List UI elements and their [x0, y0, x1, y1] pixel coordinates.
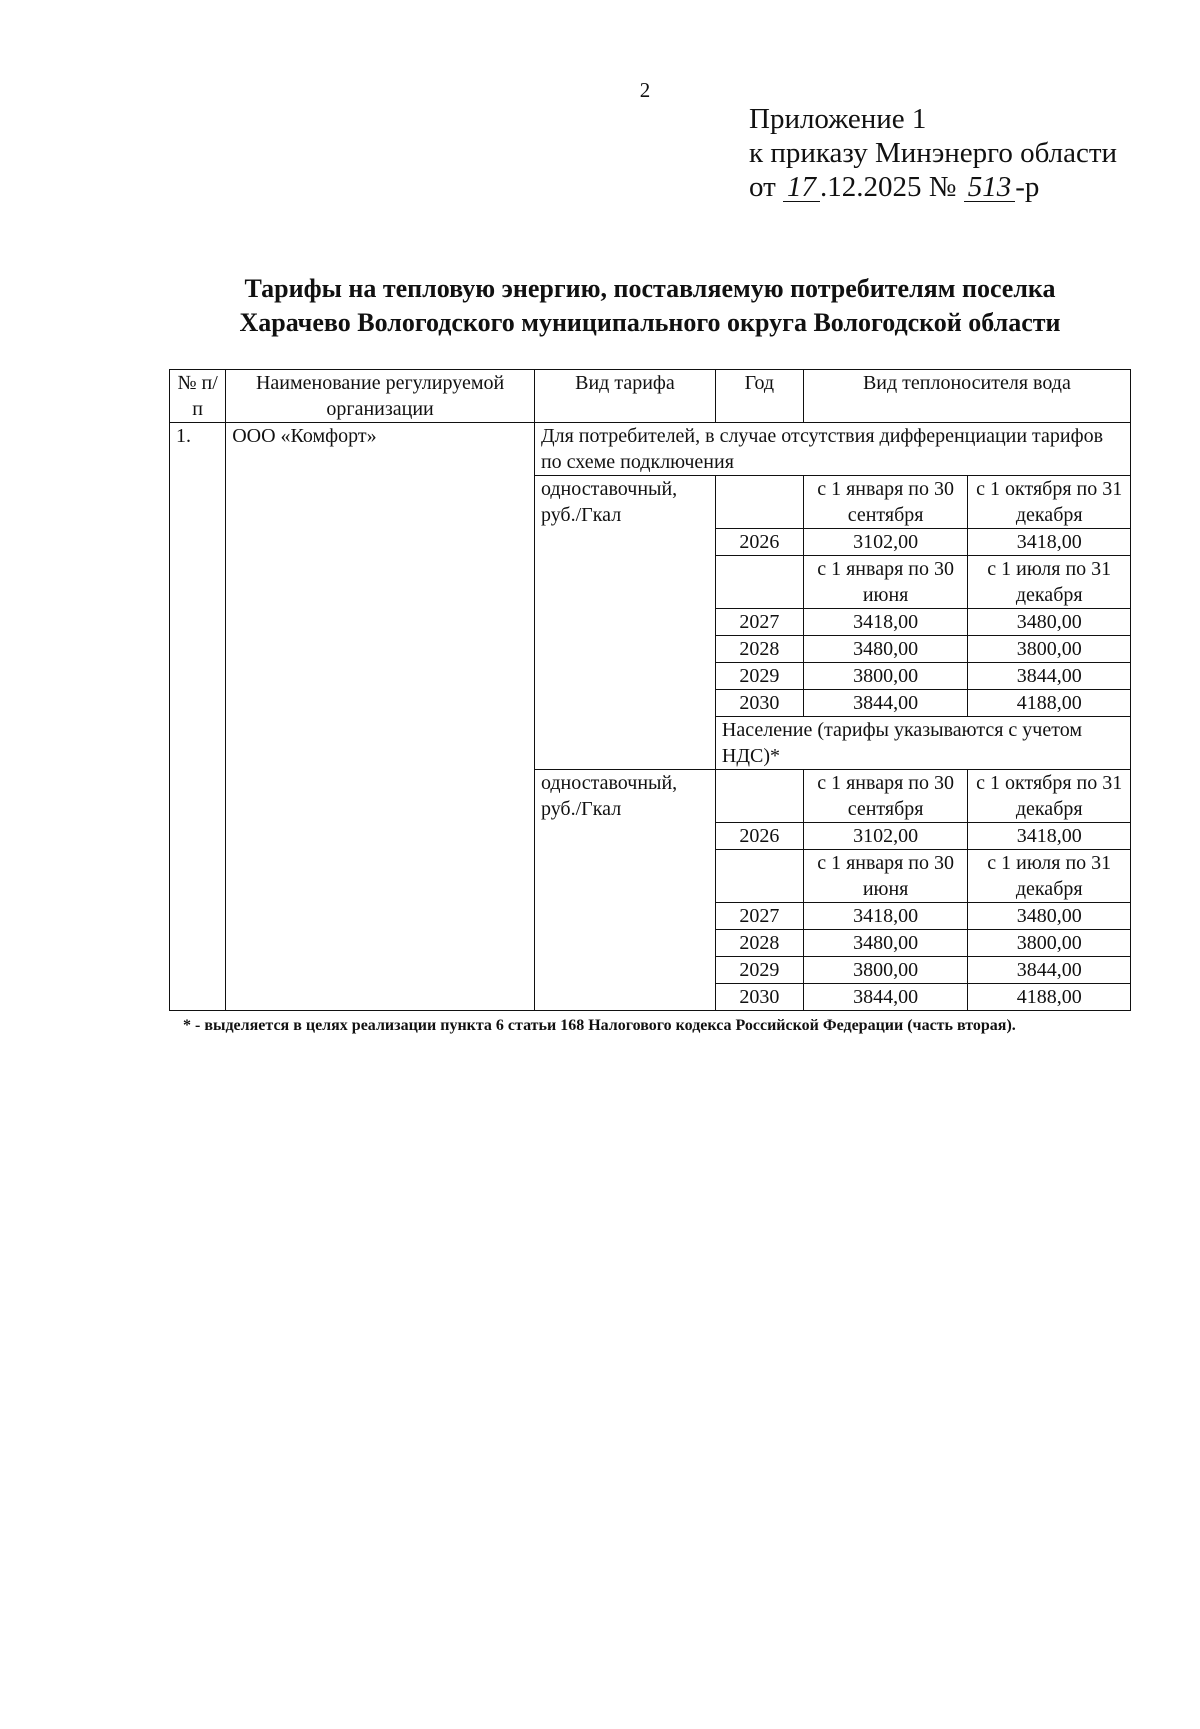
appendix-order-ref: к приказу Минэнерго области [749, 137, 1118, 169]
value-cell: 3480,00 [803, 930, 968, 957]
value-cell: 3800,00 [968, 930, 1131, 957]
value-cell: 3800,00 [803, 957, 968, 984]
header-org: Наименование регулируемой организации [226, 370, 535, 423]
tariff-type: одноставочный, руб./Гкал [534, 770, 715, 1011]
section-title: Население (тарифы указываются с учетом НДС)* [715, 717, 1130, 770]
value-cell: 3418,00 [968, 823, 1131, 850]
value-cell: 3480,00 [968, 609, 1131, 636]
header-num: № п/п [170, 370, 226, 423]
value-cell: 3800,00 [803, 663, 968, 690]
period-1: с 1 января по 30 сентября [803, 770, 968, 823]
value-cell: 3480,00 [968, 903, 1131, 930]
header-carrier: Вид теплоносителя вода [803, 370, 1130, 423]
year-cell: 2030 [715, 984, 803, 1011]
year-cell: 2030 [715, 690, 803, 717]
table-header-row [170, 370, 1131, 423]
row-number: 1. [170, 423, 226, 1011]
value-cell: 3418,00 [968, 529, 1131, 556]
value-cell: 4188,00 [968, 984, 1131, 1011]
value-cell: 3480,00 [803, 636, 968, 663]
value-cell: 3418,00 [803, 903, 968, 930]
year-cell: 2027 [715, 609, 803, 636]
title-line-1: Тарифы на тепловую энергию, поставляемую потребителям поселка [244, 274, 1056, 303]
section-title-row [170, 423, 1131, 476]
period-1: с 1 января по 30 июня [803, 556, 968, 609]
year-cell: 2026 [715, 823, 803, 850]
value-cell: 3800,00 [968, 636, 1131, 663]
date-rest: .12.2025 № [820, 171, 957, 203]
date-day-handwritten: 17 [783, 173, 820, 202]
tariff-type: одноставочный, руб./Гкал [534, 476, 715, 770]
value-cell: 4188,00 [968, 690, 1131, 717]
value-cell: 3102,00 [803, 529, 968, 556]
section-title: Для потребителей, в случае отсутствия дифференциации тарифов по схеме подключения [534, 423, 1130, 476]
appendix-title: Приложение 1 [749, 103, 927, 135]
order-suffix: -р [1015, 171, 1040, 203]
order-number-handwritten: 513 [964, 173, 1016, 202]
footnote: * - выделяется в целях реализации пункта 6 статьи 168 Налогового кодекса Российской Федерации (часть вторая). [183, 1017, 1016, 1034]
year-cell: 2028 [715, 930, 803, 957]
tariffs-table [169, 369, 1131, 1011]
header-year: Год [715, 370, 803, 423]
year-cell: 2029 [715, 663, 803, 690]
year-cell: 2026 [715, 529, 803, 556]
period-2: с 1 июля по 31 декабря [968, 850, 1131, 903]
period-2: с 1 июля по 31 декабря [968, 556, 1131, 609]
document-title [150, 272, 1150, 340]
year-cell: 2027 [715, 903, 803, 930]
org-name: ООО «Комфорт» [226, 423, 535, 1011]
value-cell: 3102,00 [803, 823, 968, 850]
value-cell: 3844,00 [968, 957, 1131, 984]
value-cell: 3418,00 [803, 609, 968, 636]
value-cell: 3844,00 [968, 663, 1131, 690]
appendix-header [749, 102, 1117, 204]
page-number: 2 [639, 78, 651, 102]
value-cell: 3844,00 [803, 690, 968, 717]
period-2: с 1 октября по 31 декабря [968, 770, 1131, 823]
period-1: с 1 января по 30 июня [803, 850, 968, 903]
date-prefix: от [749, 171, 776, 203]
year-cell: 2029 [715, 957, 803, 984]
title-line-2: Харачево Вологодского муниципального округа Вологодской области [239, 308, 1061, 337]
period-1: с 1 января по 30 сентября [803, 476, 968, 529]
header-tariff-type: Вид тарифа [534, 370, 715, 423]
appendix-date-line [749, 170, 1117, 204]
year-cell: 2028 [715, 636, 803, 663]
value-cell: 3844,00 [803, 984, 968, 1011]
period-2: с 1 октября по 31 декабря [968, 476, 1131, 529]
